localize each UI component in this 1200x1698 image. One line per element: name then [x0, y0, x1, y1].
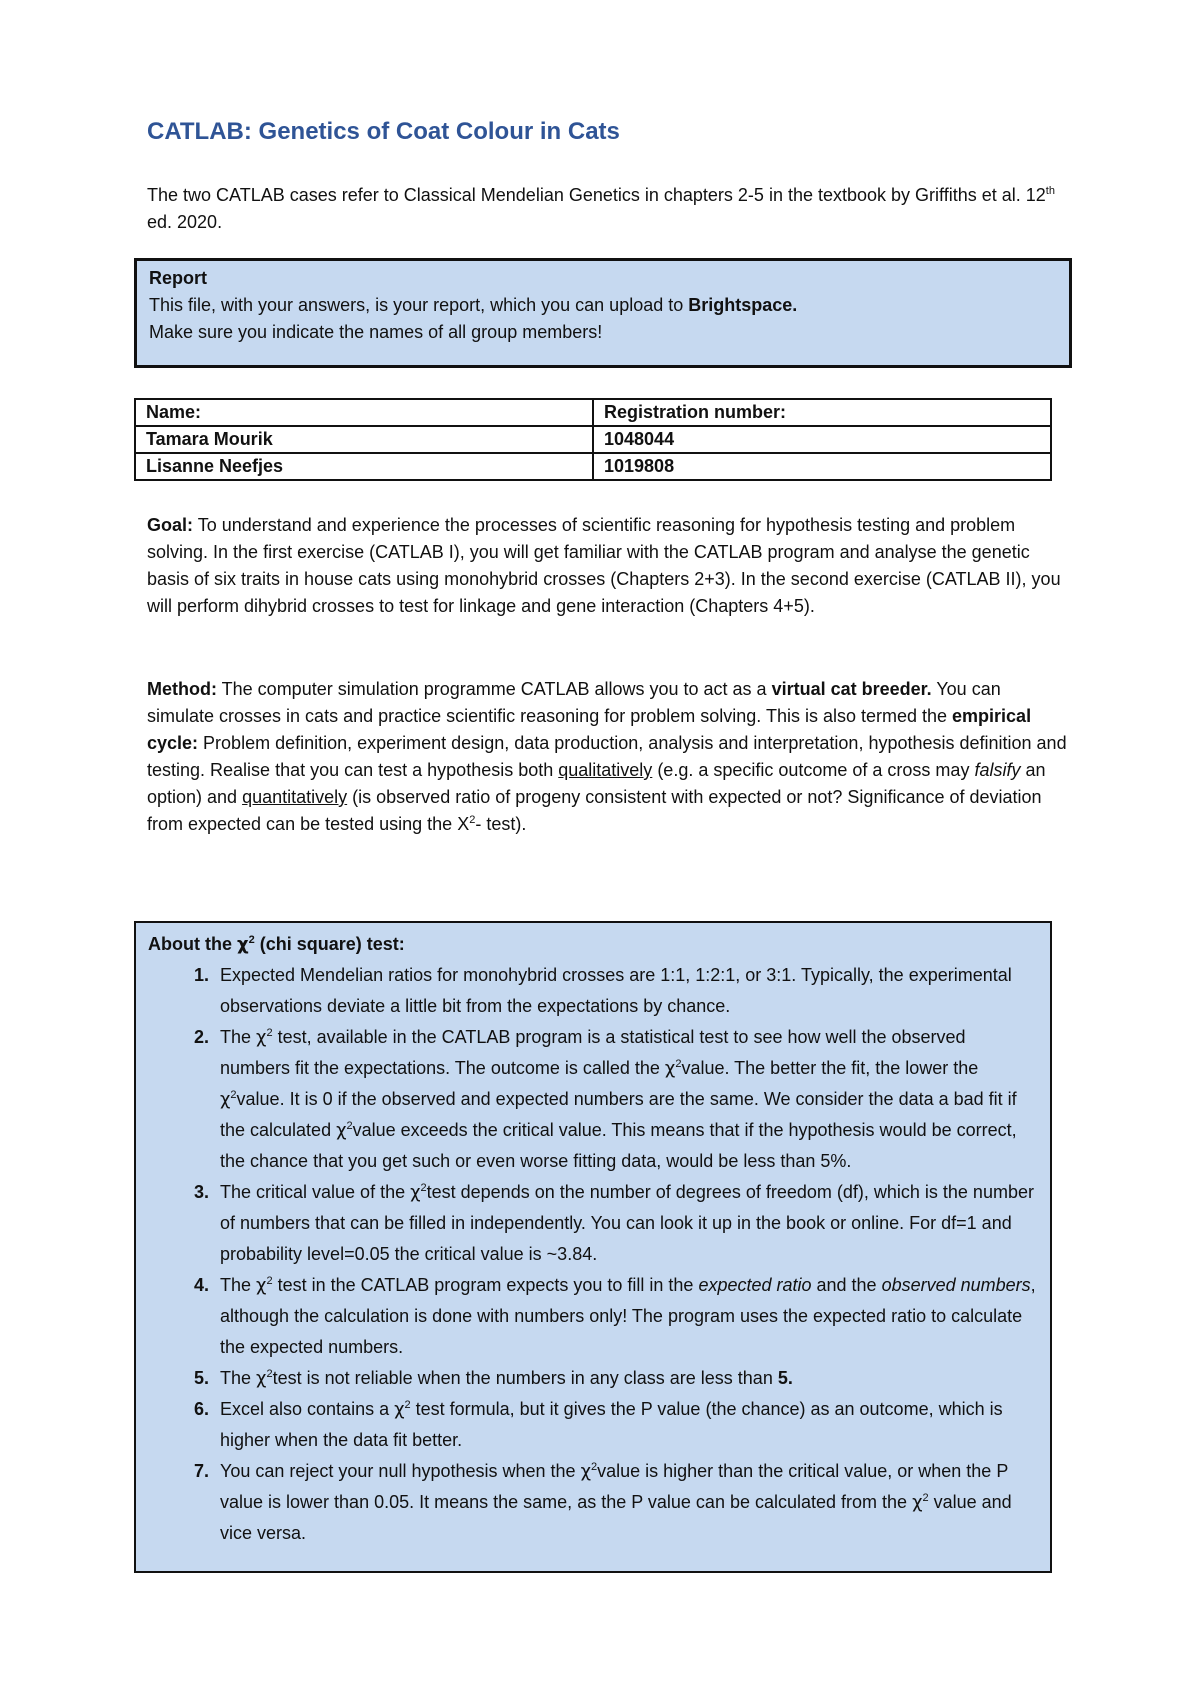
list-item: 7. You can reject your null hypothesis when the $\chi^2value$ is higher than the critical value, or when the P value is lower than 0.05. It means the same, as the P value can be calculated from the $\chi^2$ value and vice versa. [214, 1456, 1038, 1549]
report-line-1: This file, with your answers, is your report, which you can upload to Brightspace. [149, 295, 798, 315]
header-name: Name: [135, 399, 593, 426]
chi-box-heading: About the $\chi^2$ (chi square) test: [148, 934, 405, 955]
goal-paragraph [147, 512, 1067, 620]
page-title: CATLAB: Genetics of Coat Colour in Cats [147, 118, 620, 145]
names-table [134, 398, 1052, 481]
chi-square-list [148, 960, 1038, 1549]
intro-paragraph [147, 182, 1057, 236]
table-row [135, 426, 1051, 453]
table-header-row [135, 399, 1051, 426]
intro-text-end: ed. 2020. [147, 212, 223, 232]
member-registration[interactable]: 1019808 [593, 453, 1051, 480]
member-name[interactable]: Tamara Mourik [135, 426, 593, 453]
list-item: 5. The $\chi^2test$ is not reliable when the numbers in any class are less than 5. [214, 1363, 1038, 1394]
intro-superscript: th [1045, 185, 1055, 197]
goal-label: Goal: [147, 515, 194, 535]
report-heading: Report [149, 268, 207, 288]
header-registration: Registration number: [593, 399, 1051, 426]
list-item: 2. The $\chi^2$ test, available in the CATLAB program is a statistical test to see how well the observed numbers fit the expectations. The outcome is called the $\chi^2value$. The better the fit, the lower the $\chi^2value$. It is 0 if the observed and expected numbers are the same. We consider the data a bad fit if the calculated $\chi^2value$ exceeds the critical value. This means that if the hypothesis would be correct, the chance that you get such or even worse fitting data, would be less than 5%. [214, 1022, 1038, 1177]
list-item: 4. The $\chi^2$ test in the CATLAB program expects you to fill in the expected ratio and the observed numbers, although the calculation is done with numbers only! The program uses the expected ratio to calculate the expected numbers. [214, 1270, 1038, 1363]
intro-text: The two CATLAB cases refer to Classical Mendelian Genetics in chapters 2-5 in the textbook by Griffiths et al. 12 [147, 185, 1046, 205]
goal-text: To understand and experience the processes of scientific reasoning for hypothesis testing and problem solving. In the first exercise (CATLAB I), you will get familiar with the CATLAB program and analyse the genetic basis of six traits in house cats using monohybrid crosses (Chapters 2+3). In the second exercise (CATLAB II), you will perform dihybrid crosses to test for linkage and gene interaction (Chapters 4+5). [147, 515, 1061, 616]
list-item: 3. The critical value of the $\chi^2test$ depends on the number of degrees of freedom (df), which is the number of numbers that can be filled in independently. You can look it up in the book or online. For df=1 and probability level=0.05 the critical value is ~3.84. [214, 1177, 1038, 1270]
member-name[interactable]: Lisanne Neefjes [135, 453, 593, 480]
brightspace-label: Brightspace. [688, 295, 798, 315]
list-item: 1. Expected Mendelian ratios for monohybrid crosses are 1:1, 1:2:1, or 3:1. Typically, the experimental observations deviate a little bit from the expectations by chance. [214, 960, 1038, 1022]
member-registration[interactable]: 1048044 [593, 426, 1051, 453]
chi-square-box [134, 921, 1052, 1573]
method-label: Method: [147, 679, 217, 699]
report-line-2: Make sure you indicate the names of all group members! [149, 322, 603, 342]
method-paragraph: Method: The computer simulation programme CATLAB allows you to act as a virtual cat breeder. You can simulate crosses in cats and practice scientific reasoning for problem solving. This is also termed the empirical cycle: Problem definition, experiment design, data production, analysis and interpretation, hypothesis definition and testing. Realise that you can test a hypothesis both qualitatively (e.g. a specific outcome of a cross may falsify an option) and quantitatively (is observed ratio of progeny consistent with expected or not? Significance of deviation from expected can be tested using the $X^2-$ test). [147, 679, 1067, 834]
list-item: 6. Excel also contains a $\chi^2$ test formula, but it gives the P value (the chance) as an outcome, which is higher when the data fit better. [214, 1394, 1038, 1456]
table-row [135, 453, 1051, 480]
report-box [134, 258, 1072, 368]
